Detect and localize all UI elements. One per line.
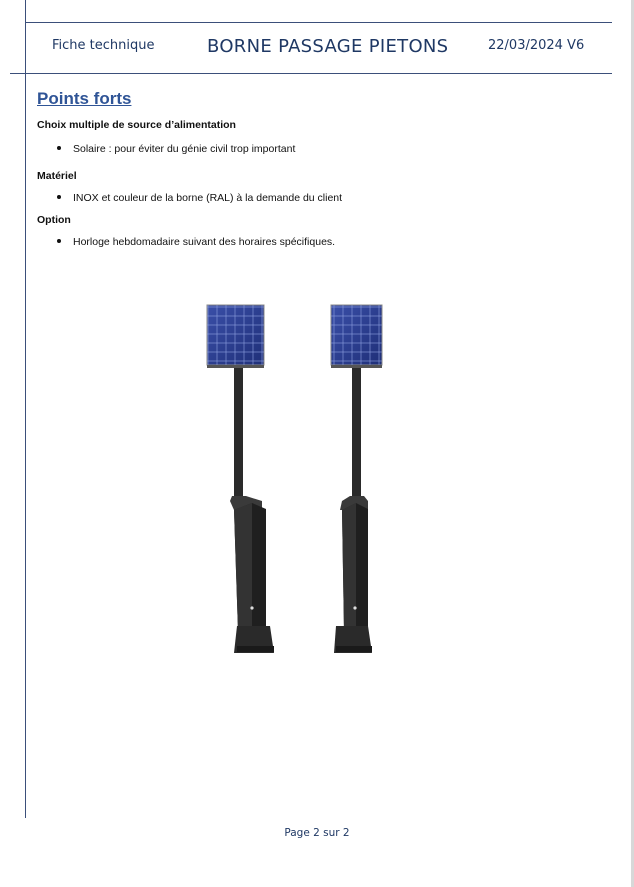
bullet-item-alimentation — [57, 143, 295, 155]
bullet-dot-icon — [57, 195, 61, 199]
solar-bollard-pair-image — [190, 298, 400, 660]
section-title-option: Option — [37, 214, 71, 226]
bullet-item-materiel — [57, 192, 342, 204]
bollard-right — [331, 305, 382, 653]
header-rule-bottom — [10, 73, 612, 74]
bullet-text: Horloge hebdomadaire suivant des horaires spécifiques. — [73, 236, 336, 248]
section-title-alimentation: Choix multiple de source d’alimentation — [37, 119, 236, 131]
bollard-left — [207, 305, 274, 653]
bullet-item-option — [57, 236, 335, 248]
bullet-text: INOX et couleur de la borne (RAL) à la demande du client — [73, 192, 343, 204]
page-footer: Page 2 sur 2 — [284, 827, 350, 839]
header-rule-top — [25, 22, 612, 23]
section-heading: Points forts — [37, 89, 132, 108]
bullet-dot-icon — [57, 239, 61, 243]
header-date-version: 22/03/2024 V6 — [488, 38, 585, 53]
section-title-materiel: Matériel — [37, 170, 77, 182]
bullet-dot-icon — [57, 146, 61, 150]
bullet-text: Solaire : pour éviter du génie civil trop important — [73, 143, 296, 155]
header-doc-type: Fiche technique — [52, 38, 155, 53]
header-title: BORNE PASSAGE PIETONS — [207, 36, 449, 57]
margin-line-left — [25, 0, 26, 818]
